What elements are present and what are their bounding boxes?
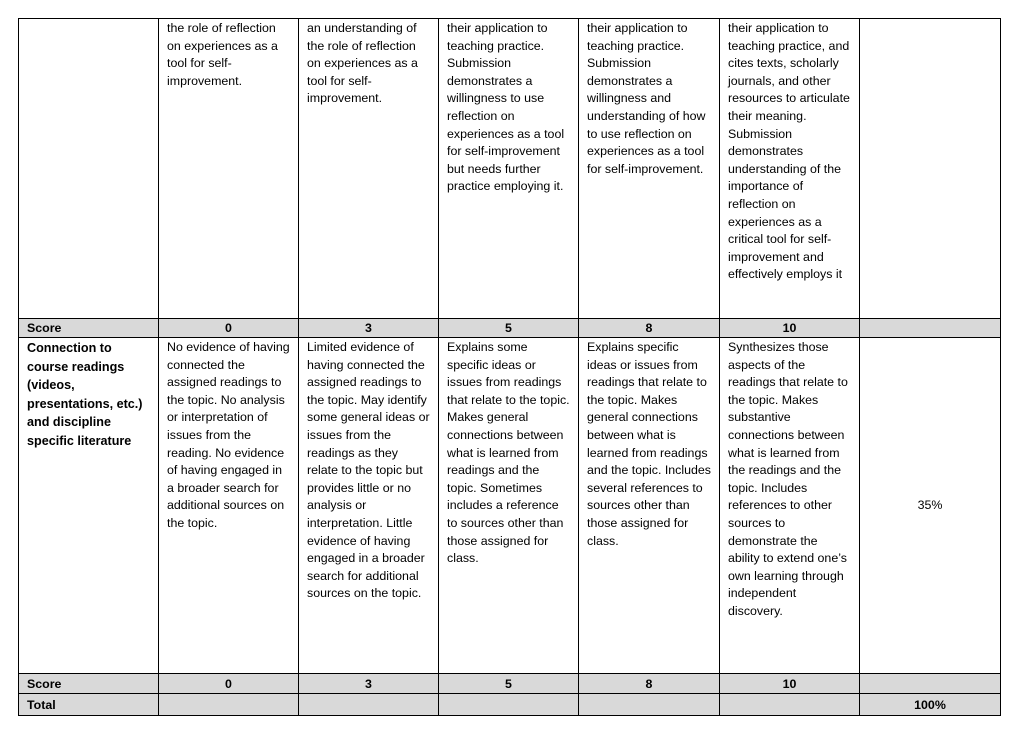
total-value xyxy=(720,694,860,716)
descriptor-cell: their application to teaching practice. Submission demonstrates a willingness to use reflection on experiences as a tool for self-improvement but needs further practice employing it. xyxy=(439,19,579,319)
score-value: 0 xyxy=(159,319,299,338)
table-row-total xyxy=(19,694,1001,716)
weight-cell xyxy=(860,19,1001,319)
criterion-cell xyxy=(19,19,159,319)
score-value: 8 xyxy=(579,674,720,694)
score-value: 5 xyxy=(439,319,579,338)
score-value: 3 xyxy=(299,319,439,338)
descriptor-cell: their application to teaching practice, and cites texts, scholarly journals, and other resources to articulate their meaning. Submission demonstrates understanding of the importance of reflection on experiences as a critical tool for self-improvement and effectively employs it xyxy=(720,19,860,319)
score-value: 0 xyxy=(159,674,299,694)
descriptor-cell: the role of reflection on experiences as a tool for self-improvement. xyxy=(159,19,299,319)
table-row-score xyxy=(19,319,1001,338)
criterion-cell xyxy=(19,338,159,674)
descriptor-cell: Synthesizes those aspects of the readings that relate to the topic. Makes substantive connections between what is learned from the readings and the topic. Includes references to other sources to demonstrate the ability to extend one’s own learning through independent discovery. xyxy=(720,338,860,674)
score-label: Score xyxy=(19,319,159,338)
descriptor-cell: No evidence of having connected the assigned readings to the topic. No analysis or interpretation of issues from the reading. No evidence of having engaged in a broader search for additional sources on the topic. xyxy=(159,338,299,674)
weight-value: 35% xyxy=(917,498,943,513)
score-weight xyxy=(860,674,1001,694)
total-weight: 100% xyxy=(860,694,1001,716)
score-value: 3 xyxy=(299,674,439,694)
descriptor-cell: their application to teaching practice. Submission demonstrates a willingness and understanding of how to use reflection on experiences as a tool for self-improvement. xyxy=(579,19,720,319)
descriptor-cell: Explains specific ideas or issues from readings that relate to the topic. Makes general connections between what is learned from readings and the topic. Includes several references to sources other than those assigned for class. xyxy=(579,338,720,674)
descriptor-cell: Limited evidence of having connected the assigned readings to the topic. May identify some general ideas or issues from the readings as they relate to the topic but provides little or no analysis or interpretation. Little evidence of having engaged in a broader search for additional sources on the topic. xyxy=(299,338,439,674)
criterion-label: Connection to course readings (videos, presentations, etc.) and discipline specific literature xyxy=(27,341,143,448)
score-weight xyxy=(860,319,1001,338)
total-label: Total xyxy=(19,694,159,716)
weight-cell xyxy=(860,338,1001,674)
table-row-score xyxy=(19,674,1001,694)
total-value xyxy=(439,694,579,716)
score-label: Score xyxy=(19,674,159,694)
score-value: 10 xyxy=(720,319,860,338)
score-value: 8 xyxy=(579,319,720,338)
table-row-connection-descriptors xyxy=(19,338,1001,674)
descriptor-cell: Explains some specific ideas or issues from readings that relate to the topic. Makes general connections between what is learned from readings and the topic. Sometimes includes a reference to sources other than those assigned for class. xyxy=(439,338,579,674)
table-row-reflection-descriptors xyxy=(19,19,1001,319)
descriptor-cell: an understanding of the role of reflection on experiences as a tool for self-improvement. xyxy=(299,19,439,319)
total-value xyxy=(579,694,720,716)
total-value xyxy=(159,694,299,716)
rubric-table xyxy=(18,18,1001,716)
total-value xyxy=(299,694,439,716)
score-value: 5 xyxy=(439,674,579,694)
score-value: 10 xyxy=(720,674,860,694)
